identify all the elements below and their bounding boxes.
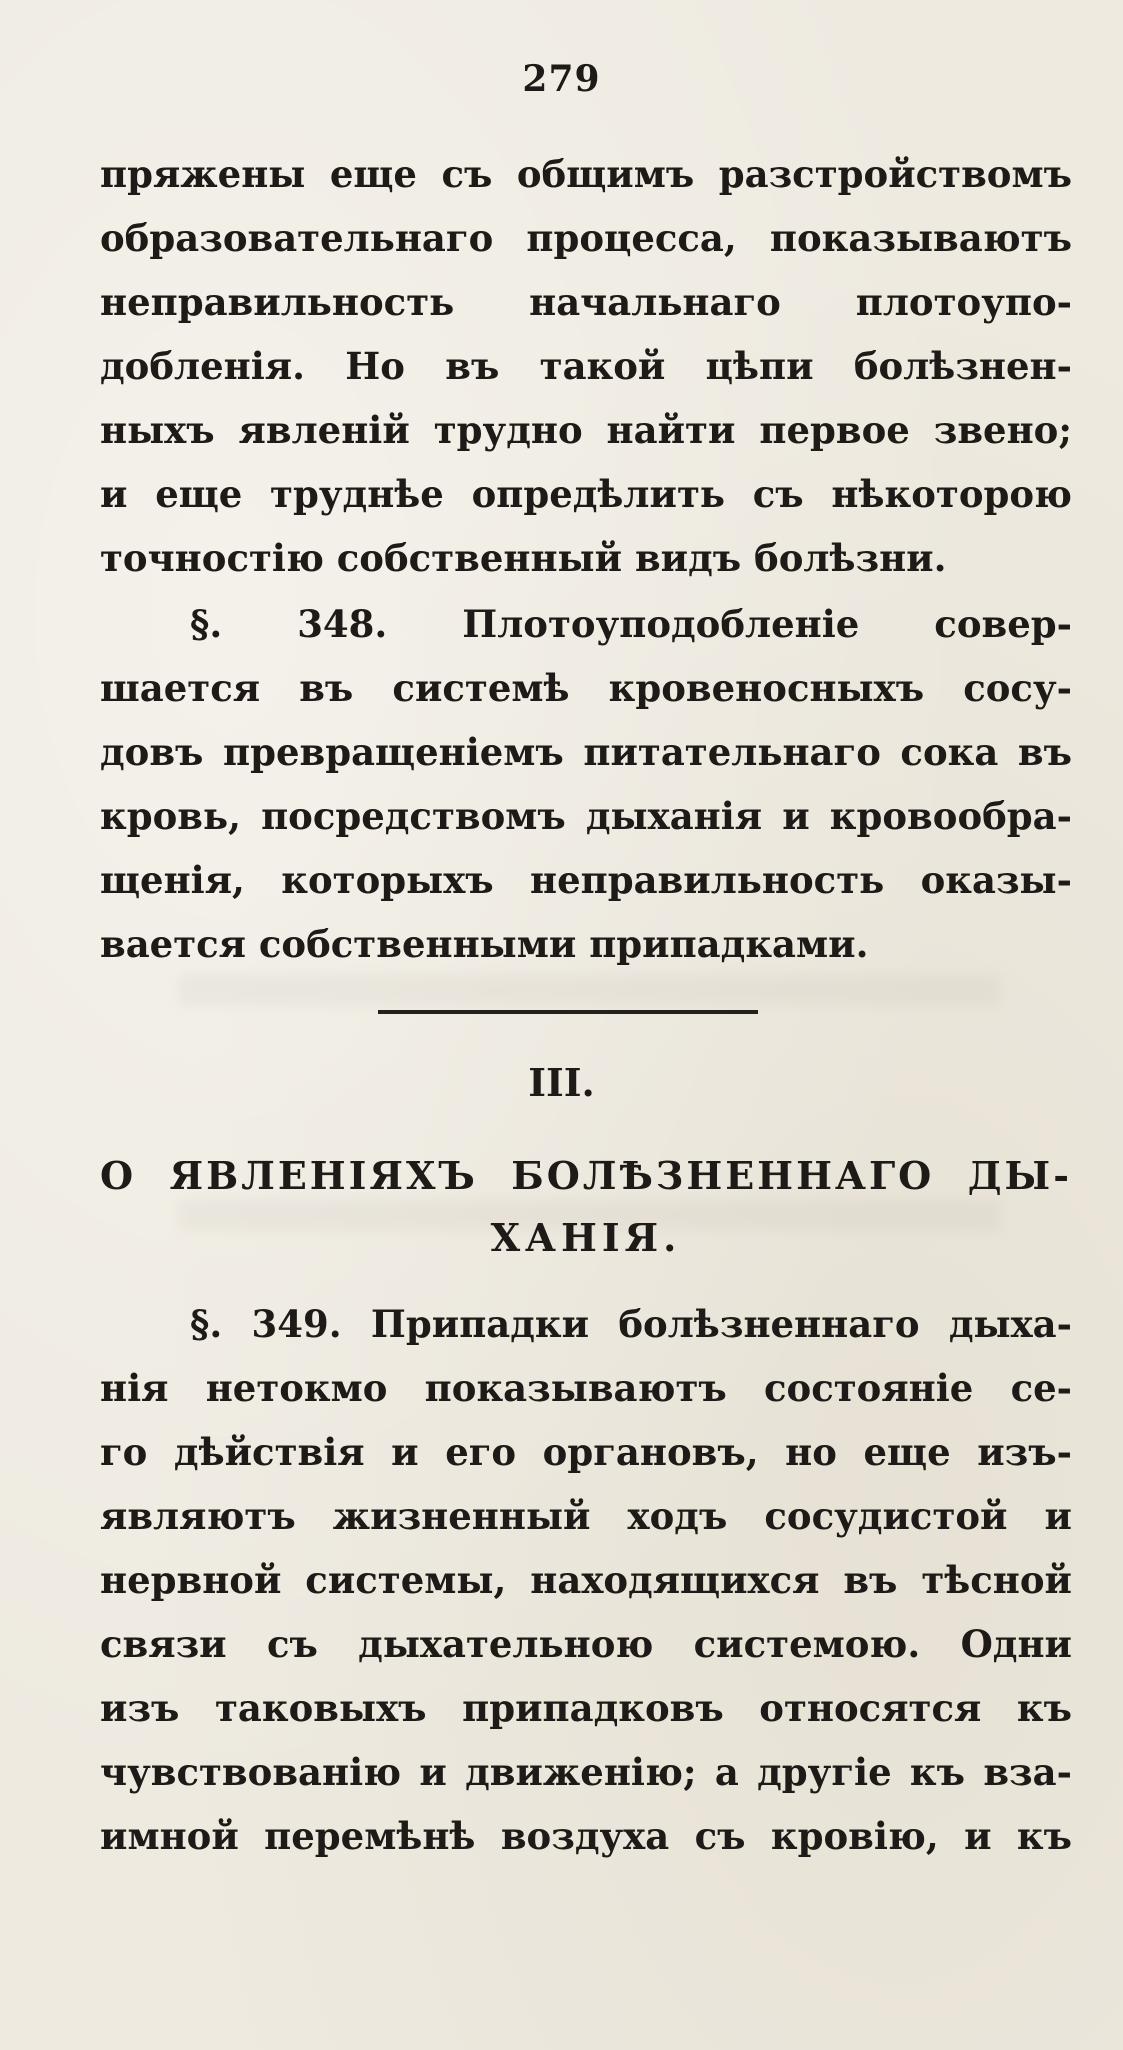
text-line: шается въ системѣ кровеносныхъ сосу- [100,666,1072,710]
text-line: ныхъ явленій трудно найти первое звено; [100,408,1072,452]
text-line: пряжены еще съ общимъ разстройствомъ [100,152,1072,196]
paragraph-continuation [100,142,1072,590]
text-line: го дѣйствія и его органовъ, но еще изъ- [100,1430,1072,1474]
text-line: изъ таковыхъ припадковъ относятся къ [100,1686,1072,1730]
text-line: вается собственными припадками. [100,922,869,966]
paragraph-348 [100,592,1072,976]
heading-line: О ЯВЛЕНІЯХЪ БОЛѢЗНЕННАГО ДЫ- [100,1153,1072,1198]
text-line: имной перемѣнѣ воздуха съ кровію, и къ [100,1814,1072,1858]
text-line: нервной системы, находящихся въ тѣсной [100,1558,1072,1602]
bleed-through-shadow [180,975,1000,1005]
section-divider [378,1010,758,1014]
text-line: нія нетокмо показываютъ состояніе се- [100,1366,1072,1410]
text-line: чувствованію и движенію; а другіе къ вза- [100,1750,1072,1794]
text-line: §. 348. Плотоуподобленіе совер- [190,602,1072,646]
text-line: связи съ дыхательною системою. Одни [100,1622,1072,1666]
page-number: 279 [522,58,601,100]
text-line: являютъ жизненный ходъ сосудистой и [100,1494,1072,1538]
text-line: неправильность начальнаго плотоупо- [100,280,1072,324]
text-line: довъ превращеніемъ питательнаго сока въ [100,730,1072,774]
text-line: кровь, посредствомъ дыханія и кровообра- [100,794,1072,838]
section-number: III. [528,1060,595,1105]
text-line: и еще труднѣе опредѣлить съ нѣкоторою [100,472,1072,516]
text-line: §. 349. Припадки болѣзненнаго дыха- [190,1302,1072,1346]
text-line: образовательнаго процесса, показываютъ [100,216,1072,260]
section-heading [100,1145,1072,1269]
text-line: точностію собственный видъ болѣзни. [100,536,947,580]
paragraph-349 [100,1292,1072,1868]
heading-line: ХАНІЯ. [490,1215,682,1260]
text-line: щенія, которыхъ неправильность оказы- [100,858,1072,902]
text-line: добленія. Но въ такой цѣпи болѣзнен- [100,344,1072,388]
